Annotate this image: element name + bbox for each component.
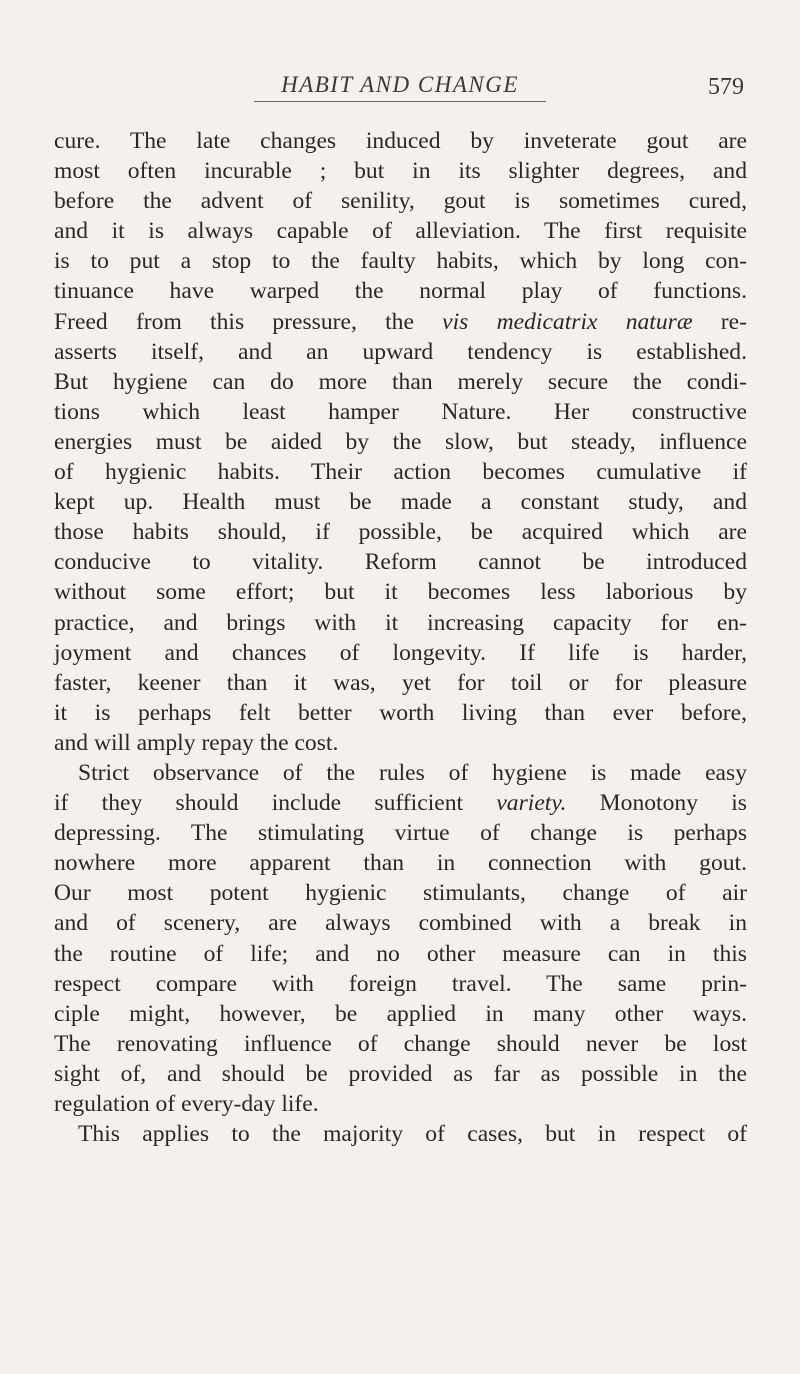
text-segment: re- <box>692 308 747 335</box>
text-line: asserts itself, and an upward tendency is established. <box>54 338 747 365</box>
text-line: ciple might, however, be applied in many other ways. <box>54 1000 747 1027</box>
running-title: HABIT AND CHANGE <box>281 72 519 97</box>
text-line: depressing. The stimulating virtue of change is perhaps <box>54 820 747 847</box>
paragraph-start-line: Strict observance of the rules of hygiene is made easy <box>78 759 747 786</box>
text-line: of hygienic habits. Their action becomes cumulative if <box>54 459 747 486</box>
text-line: practice, and brings with it increasing capacity for en- <box>54 609 747 636</box>
text-line: Our most potent hygienic stimulants, change of air <box>54 880 747 907</box>
text-line: kept up. Health must be made a constant study, and <box>54 489 747 516</box>
latin-phrase: vis medicatrix naturæ <box>442 308 693 335</box>
text-line: energies must be aided by the slow, but steady, influence <box>54 428 747 455</box>
text-line: conducive to vitality. Reform cannot be introduced <box>54 549 747 576</box>
text-segment: Freed from this pressure, the <box>54 308 443 335</box>
header-rule <box>254 101 546 102</box>
text-line: cure. The late changes induced by inveterate gout are <box>54 128 747 154</box>
text-line: and of scenery, are always combined with a break in <box>54 910 747 937</box>
text-segment: Monotony is <box>566 790 747 817</box>
text-line-with-italic <box>54 788 747 818</box>
text-line: The renovating influence of change should never be lost <box>54 1030 747 1057</box>
text-line: nowhere more apparent than in connection with gout. <box>54 850 747 877</box>
paragraph-end-line: and will amply repay the cost. <box>54 729 339 756</box>
text-line: it is perhaps felt better worth living than ever before, <box>54 699 747 726</box>
text-line: sight of, and should be provided as far as possible in the <box>54 1060 747 1087</box>
text-line: tions which least hamper Nature. Her constructive <box>54 398 747 425</box>
text-line: most often incurable ; but in its slighter degrees, and <box>54 158 747 185</box>
paragraph-end-line: regulation of every-day life. <box>54 1091 319 1117</box>
text-line: joyment and chances of longevity. If life is harder, <box>54 639 747 666</box>
text-line-with-latin <box>54 307 747 337</box>
text-line: those habits should, if possible, be acquired which are <box>54 519 747 546</box>
text-line: and it is always capable of alleviation. The first requisite <box>54 218 747 245</box>
body-text <box>54 126 747 1149</box>
text-line: is to put a stop to the faulty habits, which by long con- <box>54 248 747 275</box>
text-line: the routine of life; and no other measure can in this <box>54 940 747 967</box>
page-number: 579 <box>708 74 744 100</box>
running-header <box>0 72 800 102</box>
text-line: without some effort; but it becomes less laborious by <box>54 579 747 606</box>
text-line: tinuance have warped the normal play of functions. <box>54 278 747 305</box>
text-line: respect compare with foreign travel. The same prin- <box>54 970 747 997</box>
paragraph-start-line: This applies to the majority of cases, but in respect of <box>78 1121 747 1148</box>
text-segment: if they should include sufficient <box>54 790 497 817</box>
text-line: But hygiene can do more than merely secure the condi- <box>54 368 747 395</box>
emphasis-word: variety. <box>496 790 567 817</box>
text-line: faster, keener than it was, yet for toil or for pleasure <box>54 669 747 696</box>
text-line: before the advent of senility, gout is sometimes cured, <box>54 188 747 215</box>
